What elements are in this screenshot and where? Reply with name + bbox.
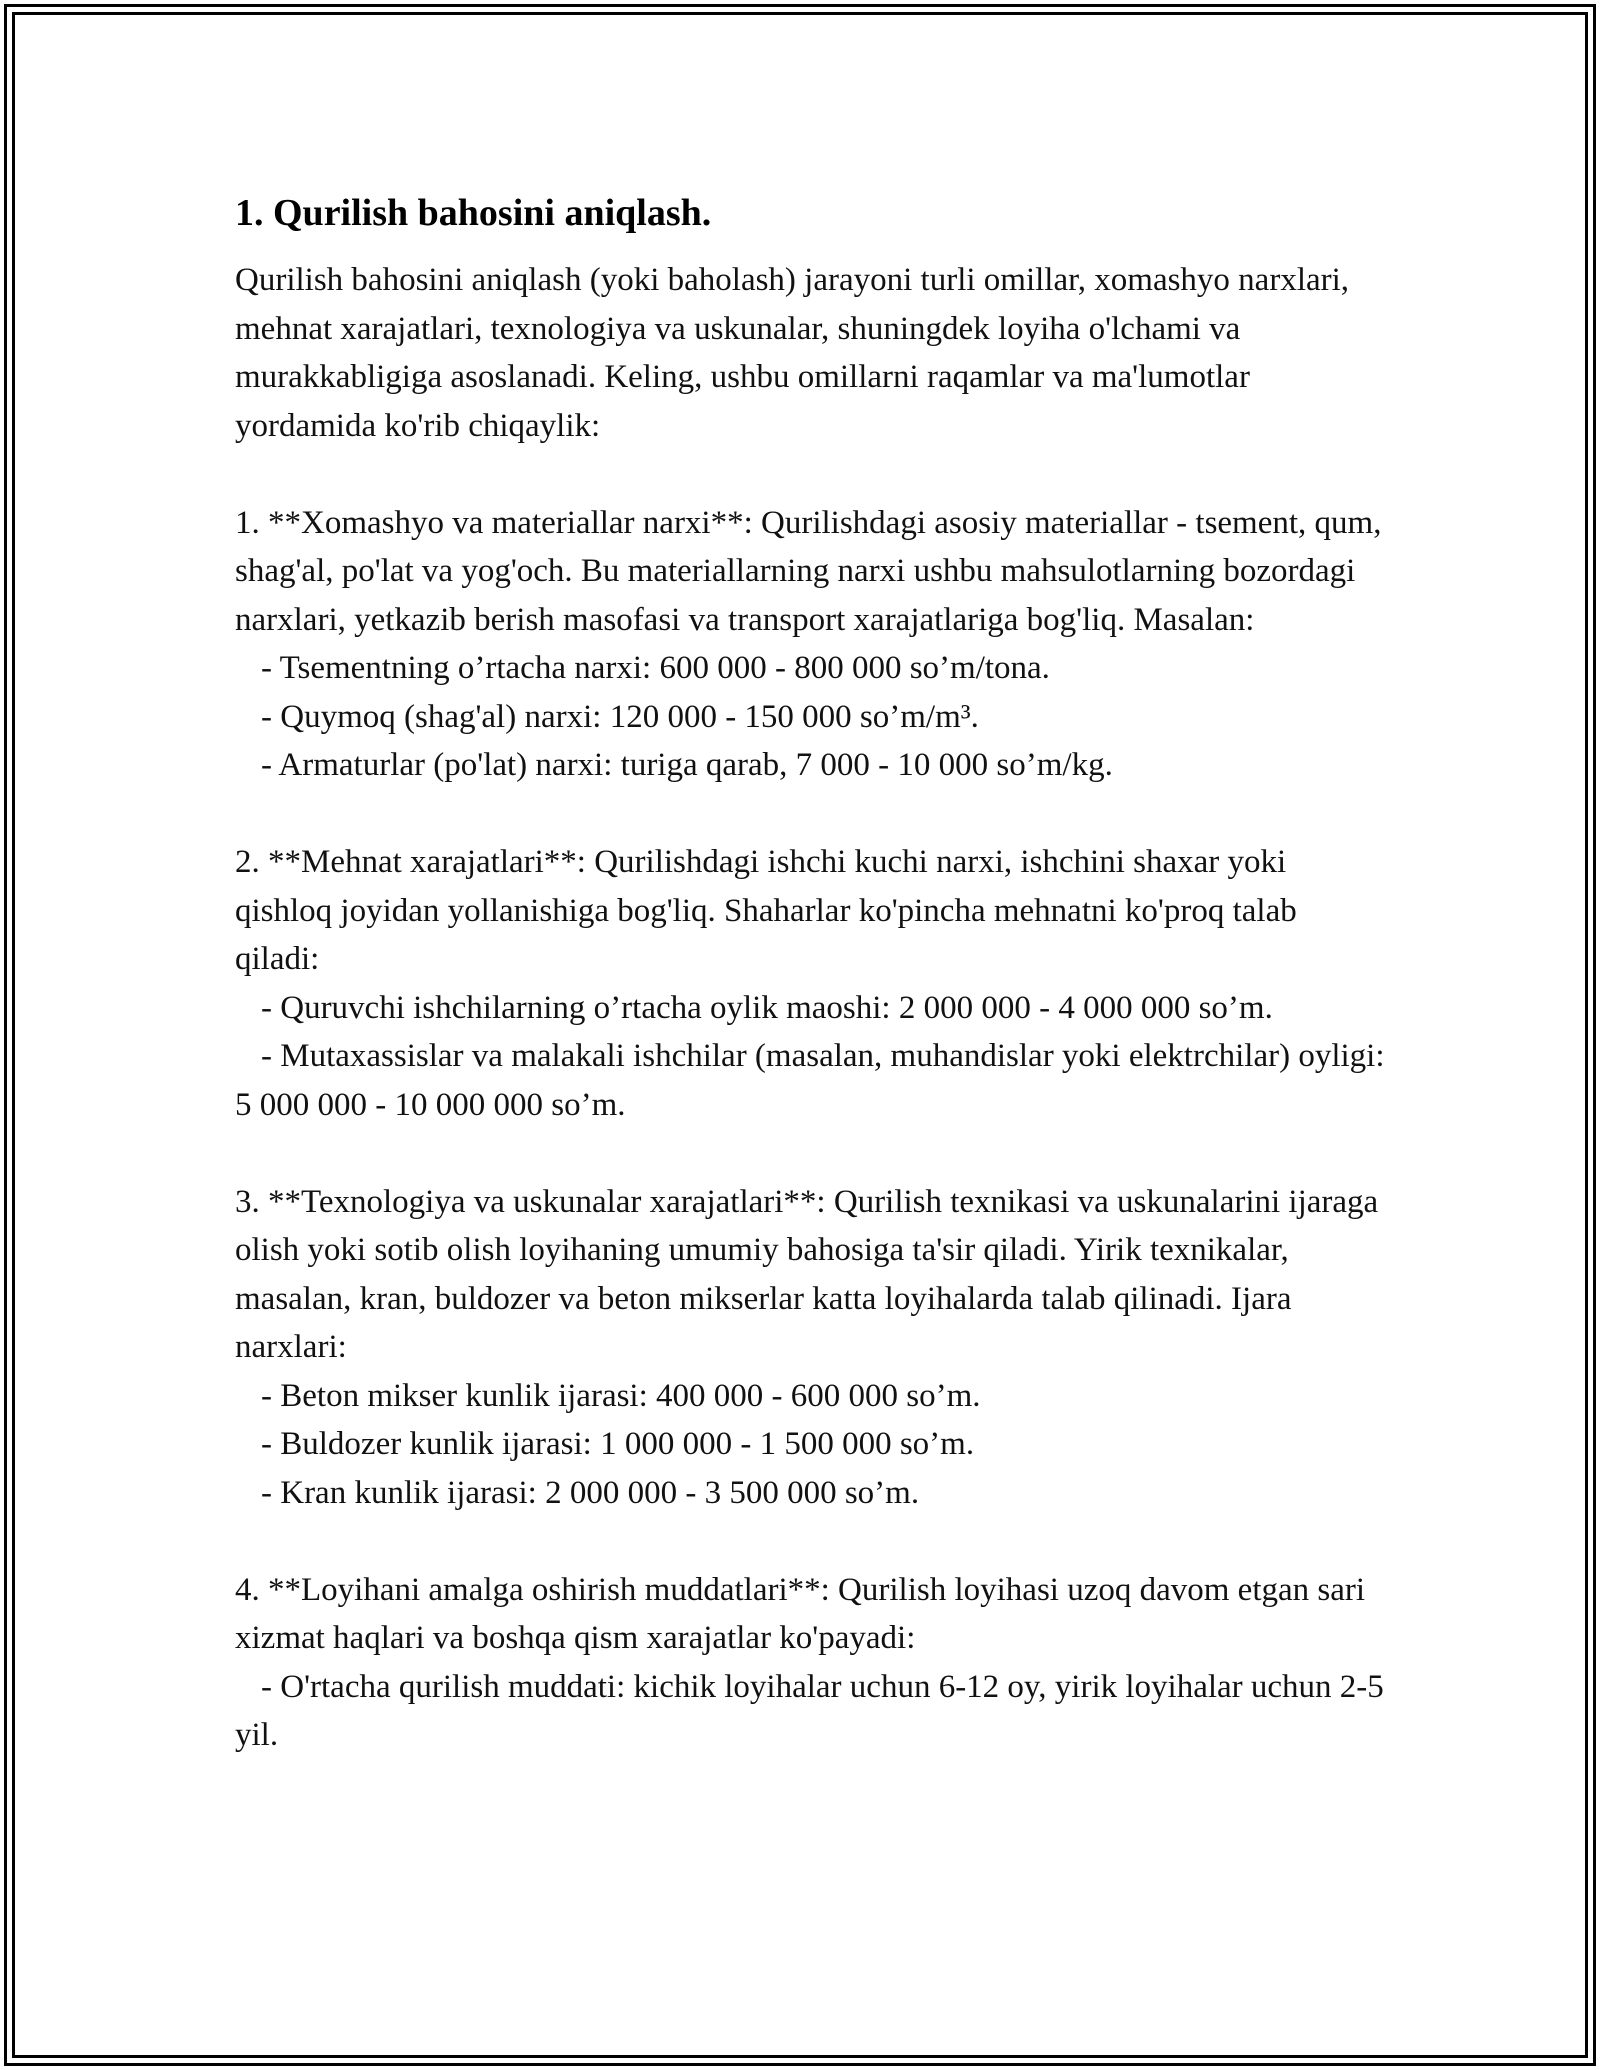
list-item: - Mutaxassislar va malakali ishchilar (masalan, muhandislar yoki elektrchilar) oyligi: 5 000 000 - 10 000 000 so’m. [235,1038,1385,1123]
section-equipment [235,1178,1385,1518]
section-timeline [235,1566,1385,1760]
list-item: - Quymoq (shag'al) narxi: 120 000 - 150 000 so’m/m³. [261,698,979,735]
document-title: 1. Qurilish bahosini aniqlash. [235,192,712,234]
intro-paragraph: Qurilish bahosini aniqlash (yoki baholash) jarayoni turli omillar, xomashyo narxlari, mehnat xarajatlari, texnologiya va uskunalar, shuningdek loyiha o'lchami va murakkabligiga asoslanadi. Keling, ushbu omillarni raqamlar va ma'lumotlar yordamida ko'rib chiqaylik: [235,262,1358,444]
list-item: - Kran kunlik ijarasi: 2 000 000 - 3 500 000 so’m. [261,1474,920,1511]
section-labor [235,838,1385,1129]
list-item: - Quruvchi ishchilarning o’rtacha oylik maoshi: 2 000 000 - 4 000 000 so’m. [261,989,1273,1026]
section-text: 2. **Mehnat xarajatlari**: Qurilishdagi ishchi kuchi narxi, ishchini shaxar yoki qishloq joyidan yollanishiga bog'liq. Shaharlar ko'pincha mehnatni ko'proq talab qiladi: [235,844,1305,977]
document-body [235,186,1390,1760]
list-item: - Beton mikser kunlik ijarasi: 400 000 - 600 000 so’m. [261,1377,981,1414]
section-text: 4. **Loyihani amalga oshirish muddatlari**: Qurilish loyihasi uzoq davom etgan sari xizmat haqlari va boshqa qism xarajatlar ko'payadi: [235,1571,1374,1656]
section-text: 3. **Texnologiya va uskunalar xarajatlari**: Qurilish texnikasi va uskunalarini ijaraga olish yoki sotib olish loyihaning umumiy bahosiga ta'sir qiladi. Yirik texnikalar, masalan, kran, buldozer va beton mikserlar katta loyihalarda talab qilinadi. Ijara narxlari: [235,1183,1387,1365]
list-item: - O'rtacha qurilish muddati: kichik loyihalar uchun 6-12 oy, yirik loyihalar uchun 2-5 yil. [235,1668,1384,1753]
list-item: - Armaturlar (po'lat) narxi: turiga qarab, 7 000 - 10 000 so’m/kg. [261,747,1113,783]
list-item: - Tsementning o’rtacha narxi: 600 000 - 800 000 so’m/tona. [261,650,1050,686]
section-materials [235,499,1390,790]
list-item: - Buldozer kunlik ijarasi: 1 000 000 - 1 500 000 so’m. [261,1426,975,1462]
section-text: 1. **Xomashyo va materiallar narxi**: Qurilishdagi asosiy materiallar - tsement, qum, shag'al, po'lat va yog'och. Bu materiallarning narxi ushbu mahsulotlarning bozordagi narxlari, yetkazib berish masofasi va transport xarajatlariga bog'liq. Masalan: [235,504,1390,638]
